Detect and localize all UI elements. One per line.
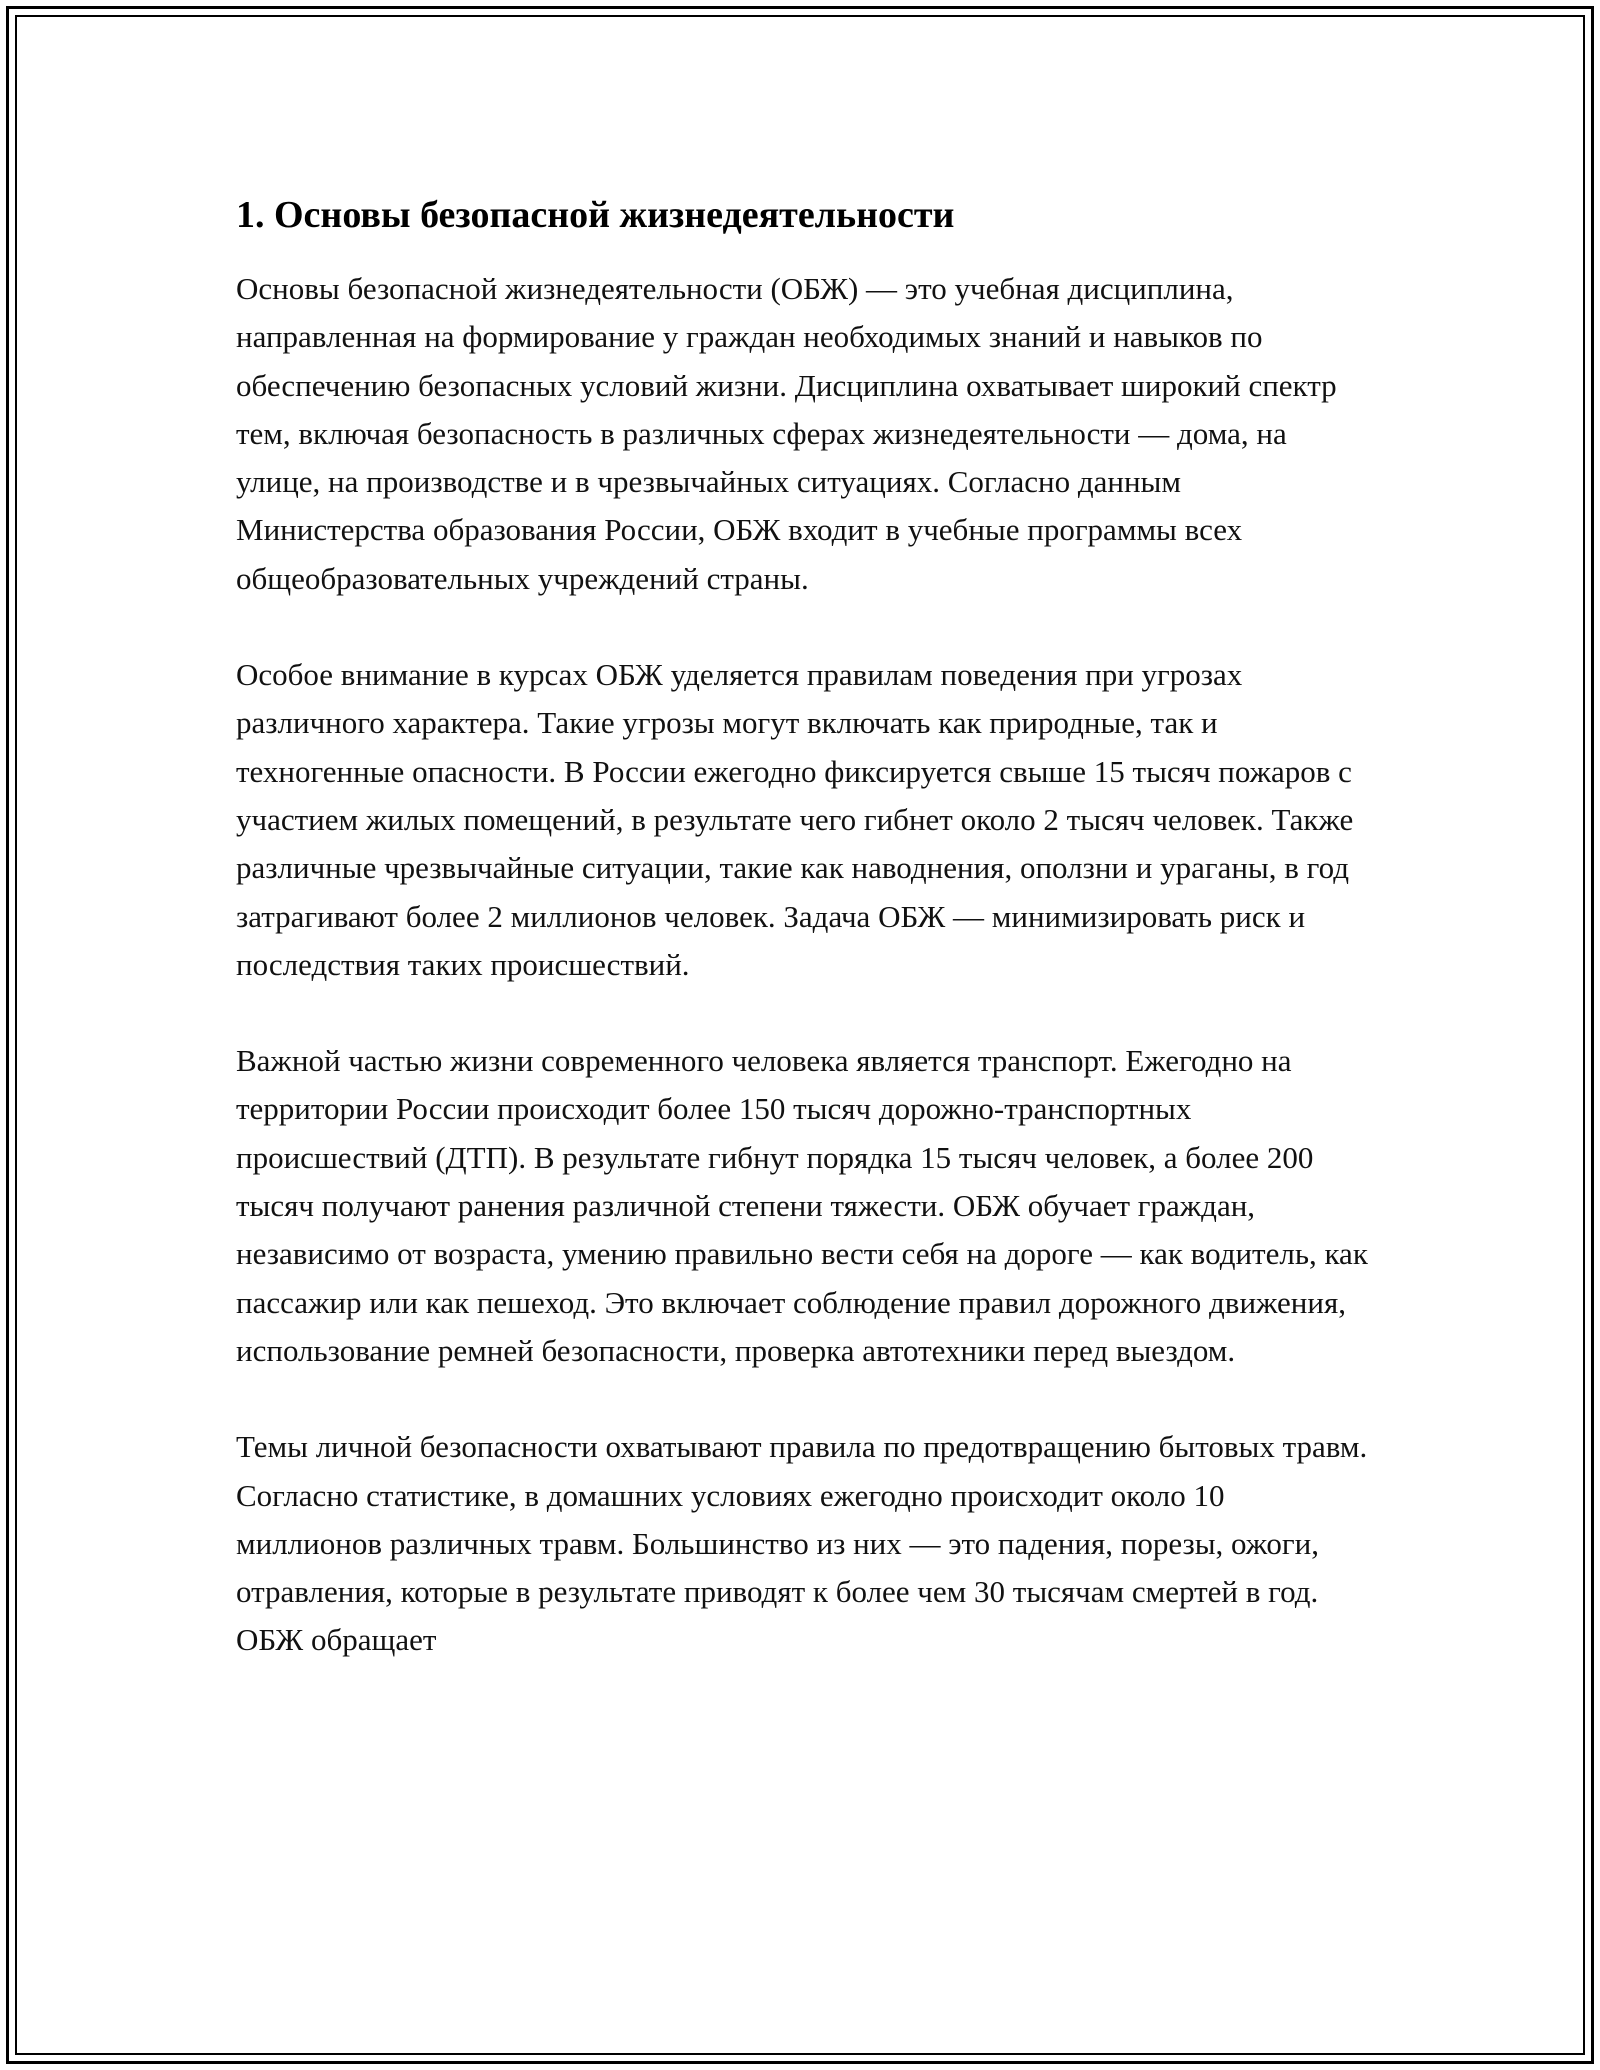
paragraph-threats: Особое внимание в курсах ОБЖ уделяется правилам поведения при угрозах различного характера. Такие угрозы могут включать как природные, так и техногенные опасности. В России ежегодно фиксируется свыше 15 тысяч пожаров с участием жилых помещений, в результате чего гибнет около 2 тысяч человек. Также различные чрезвычайные ситуации, такие как наводнения, оползни и ураганы, в год затрагивают более 2 миллионов человек. Задача ОБЖ — минимизировать риск и последствия таких происшествий. xyxy=(236,657,1354,982)
paragraph-transport: Важной частью жизни современного человека является транспорт. Ежегодно на территории России происходит более 150 тысяч дорожно-транспортных происшествий (ДТП). В результате гибнут порядка 15 тысяч человек, а более 200 тысяч получают ранения различной степени тяжести. ОБЖ обучает граждан, независимо от возраста, умению правильно вести себя на дороге — как водитель, как пассажир или как пешеход. Это включает соблюдение правил дорожного движения, использование ремней безопасности, проверка автотехники перед выездом. xyxy=(236,1043,1368,1368)
section-heading: 1. Основы безопасной жизнедеятельности xyxy=(236,194,955,236)
document-body xyxy=(236,185,1376,1713)
paragraph-personal-safety: Темы личной безопасности охватывают правила по предотвращению бытовых травм. Согласно статистике, в домашних условиях ежегодно происходит около 10 миллионов различных травм. Большинство из них — это падения, порезы, ожоги, отравления, которые в результате приводят к более чем 30 тысячам смертей в год. ОБЖ обращает xyxy=(236,1429,1368,1658)
paragraph-intro: Основы безопасной жизнедеятельности (ОБЖ) — это учебная дисциплина, направленная на формирование у граждан необходимых знаний и навыков по обеспечению безопасных условий жизни. Дисциплина охватывает широкий спектр тем, включая безопасность в различных сферах жизнедеятельности — дома, на улице, на производстве и в чрезвычайных ситуациях. Согласно данным Министерства образования России, ОБЖ входит в учебные программы всех общеобразовательных учреждений страны. xyxy=(236,271,1337,596)
